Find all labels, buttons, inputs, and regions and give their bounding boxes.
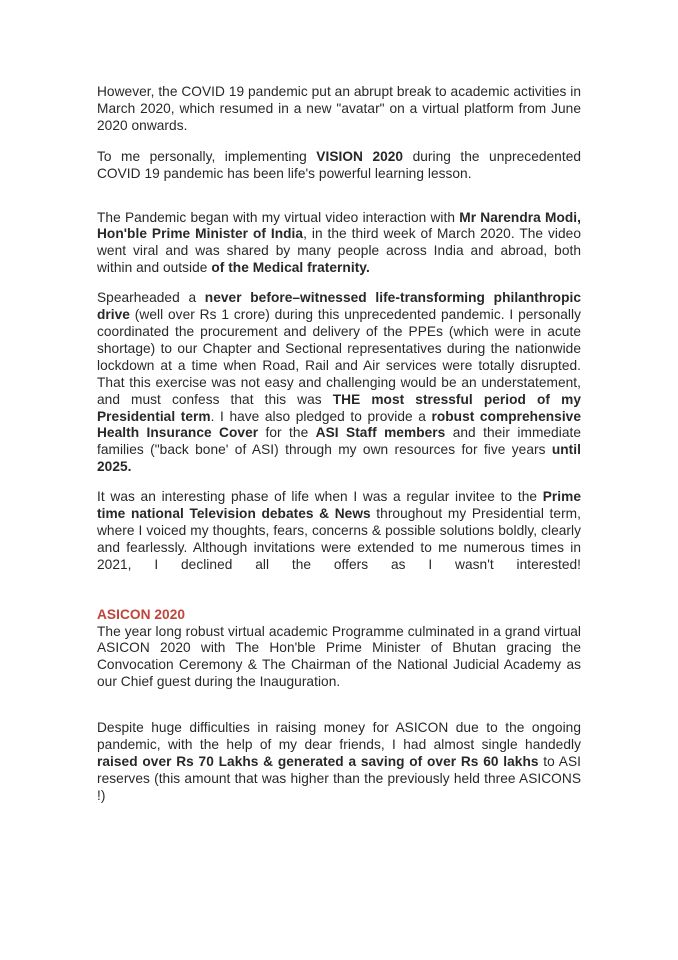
text-run: Spearheaded a — [97, 290, 205, 306]
bold-text-run: VISION 2020 — [316, 148, 404, 164]
text-run: . I have also pledged to provide a — [210, 408, 432, 424]
text-run: However, the COVID 19 pandemic put an abrupt break to academic activities in March 2020, which resumed in a new "avatar" on a virtual platform from June 2020 onwards. — [97, 84, 581, 133]
text-run: (well over Rs 1 crore) during this unprecedented pandemic. I personally coordinated the procurement and delivery of the PPEs (which were in acute shortage) to our Chapter and Sectional representatives during the nationwide lockdown at a time when Road, Rail and Air services were totally disrupted. That this exercise was not easy and challenging would be an understatement, and must confess that this was — [97, 307, 581, 407]
text-run: to ASI reserves (this amount that was higher than the previously held three ASICONS !) — [97, 754, 581, 803]
bold-text-run: Prime time national Television debates & News — [97, 489, 581, 522]
text-run: Despite huge difficulties in raising money for ASICON due to the ongoing pandemic, with the help of my dear friends, I had almost single handedly — [97, 720, 581, 753]
bold-text-run: THE most stressful period of my Presidential term — [97, 391, 581, 424]
bold-text-run: ASI Staff members — [315, 425, 446, 441]
bold-text-run: robust comprehensive Health Insurance Cover — [97, 408, 581, 441]
paragraph-vision-2020 — [97, 149, 581, 183]
bold-text-run: until 2025. — [97, 442, 581, 475]
text-run: To me personally, implementing — [97, 148, 317, 164]
text-run: for the — [258, 425, 316, 441]
text-run: and their immediate families ("back bone' of ASI) through my own resources for five years — [97, 425, 581, 458]
paragraph-asicon-convocation — [97, 624, 581, 692]
bold-text-run: raised over Rs 70 Lakhs & generated a saving of over Rs 60 lakhs — [97, 754, 539, 769]
bold-text-run: Mr Narendra Modi, Hon'ble Prime Minister of India — [97, 209, 581, 242]
text-run: throughout my Presidential term, where I voiced my thoughts, fears, concerns & possible solutions boldly, clearly and fearlessly. Although invitations were extended to me numerous times in 2021, I declined all the offers as I wasn't interested! — [97, 506, 581, 572]
text-run: , in the third week of March 2020. The video went viral and was shared by many people across India and abroad, both within and outside — [97, 226, 581, 276]
text-run: The Pandemic began with my virtual video interaction with — [97, 209, 460, 225]
text-run: It was an interesting phase of life when I was a regular invitee to the — [97, 489, 543, 505]
paragraph-modi-interaction — [97, 210, 581, 278]
document-content — [97, 84, 581, 805]
paragraph-covid-academic-break — [97, 84, 581, 135]
section-heading-asicon-2020: ASICON 2020 — [97, 606, 186, 622]
bold-text-run: never before–witnessed life-transforming philanthropic drive — [97, 290, 581, 323]
text-run: The year long robust virtual academic Programme culminated in a grand virtual ASICON 2020 with The Hon'ble Prime Minister of Bhutan gracing the Convocation Ceremony & The Chairman of the National Judicial Academy as our Chief guest during the Inauguration. — [97, 623, 581, 690]
text-run: during the unprecedented COVID 19 pandemic has been life's powerful learning lesson. — [97, 148, 582, 181]
bold-text-run: of the Medical fraternity. — [211, 260, 370, 276]
paragraph-television-debates — [97, 489, 581, 574]
paragraph-fundraising — [97, 720, 581, 805]
paragraph-philanthropic-drive — [97, 290, 581, 476]
